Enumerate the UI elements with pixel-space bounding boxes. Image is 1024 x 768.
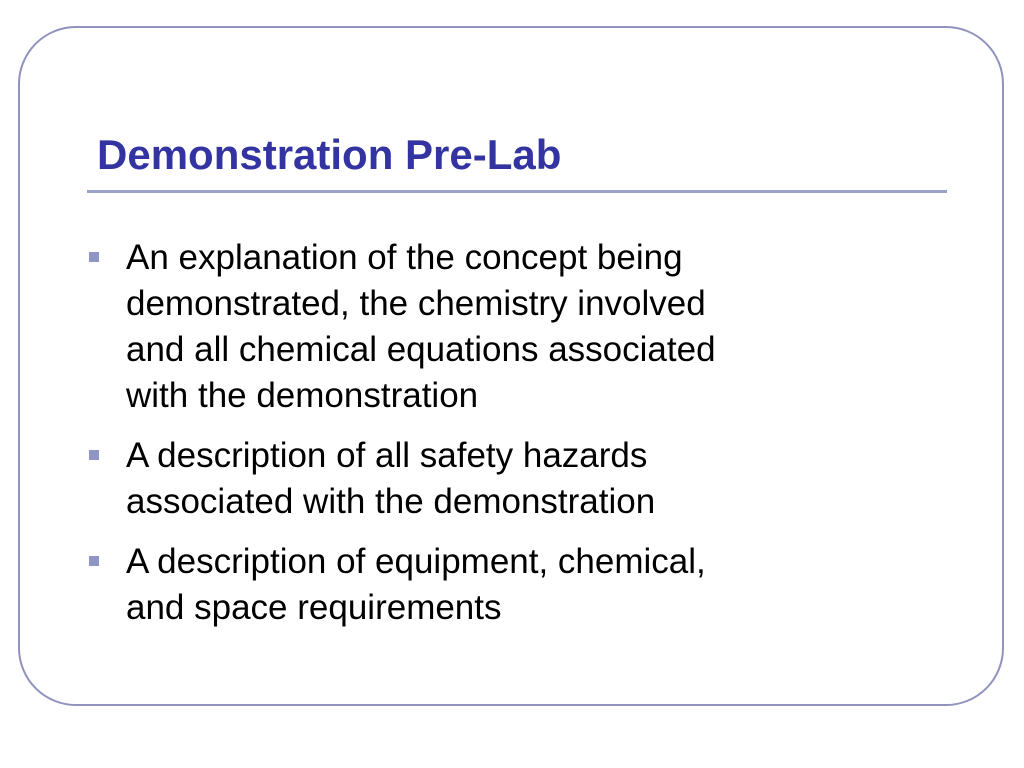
bullet-item: [84, 433, 884, 525]
square-bullet-icon: [89, 252, 99, 262]
bullet-item: [84, 539, 884, 631]
bullet-line: demonstrated, the chemistry involved: [126, 284, 706, 323]
square-bullet-icon: [89, 556, 99, 566]
bullet-line: An explanation of the concept being: [126, 238, 683, 277]
bullet-line: and all chemical equations associated: [126, 330, 716, 369]
bullet-item: [84, 235, 884, 419]
bullet-line: with the demonstration: [126, 376, 479, 415]
slide-title: Demonstration Pre-Lab: [97, 131, 562, 178]
square-bullet-icon: [89, 450, 99, 460]
bullet-line: A description of all safety hazards: [126, 436, 648, 475]
bullet-list: [84, 235, 884, 645]
bullet-line: A description of equipment, chemical,: [126, 542, 706, 581]
title-divider: [87, 190, 947, 193]
bullet-line: associated with the demonstration: [126, 482, 656, 521]
bullet-line: and space requirements: [126, 588, 502, 627]
